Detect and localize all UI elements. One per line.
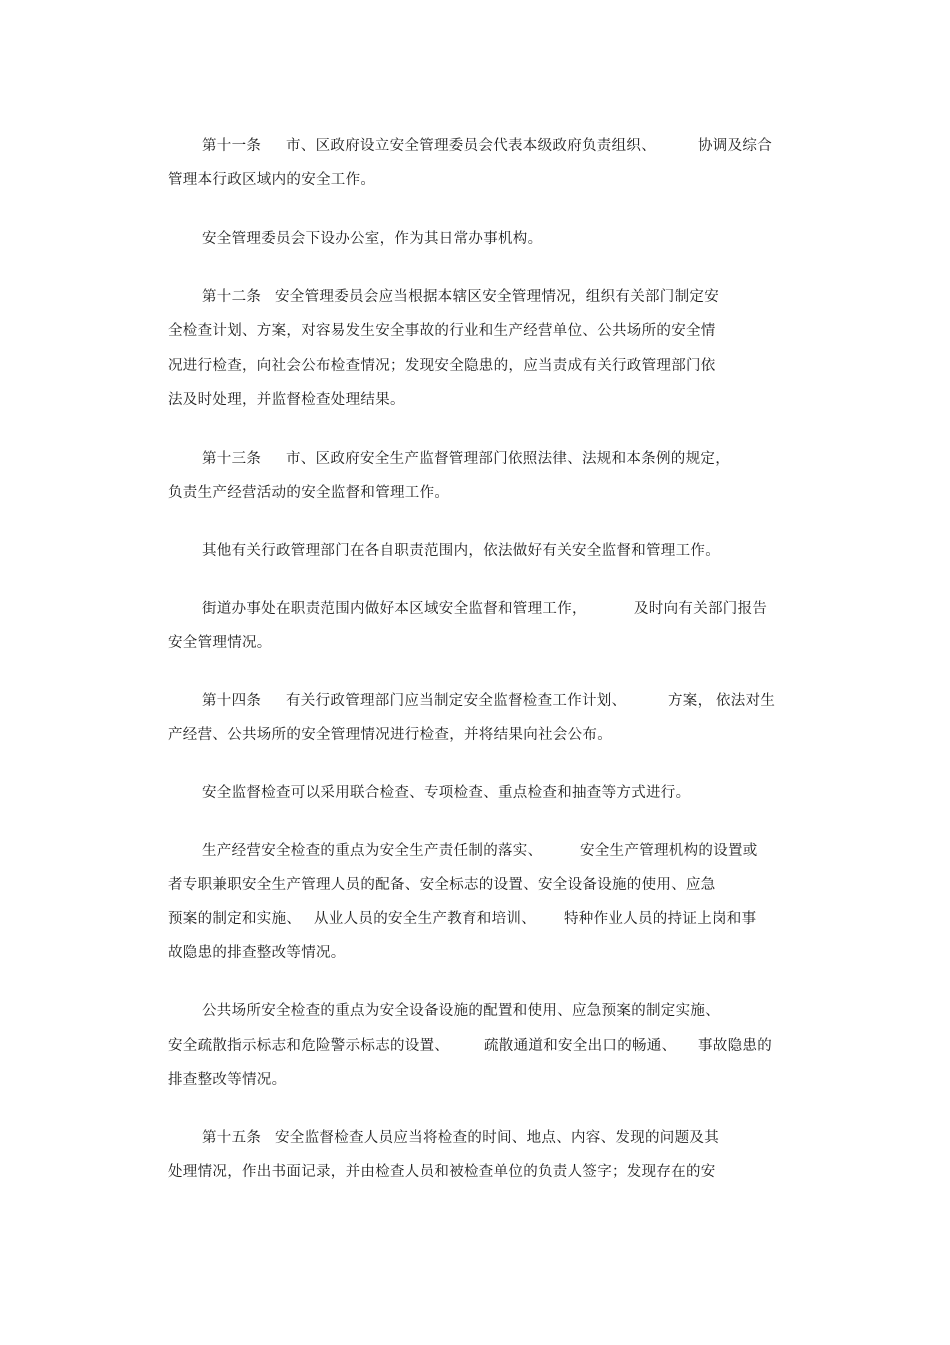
line-text: 市、区政府设立安全管理委员会代表本级政府负责组织、 bbox=[286, 138, 656, 154]
line-text: 依法对生 bbox=[716, 693, 776, 709]
line-text: 事故隐患的 bbox=[698, 1038, 772, 1054]
line-text: 公共场所安全检查的重点为安全设备设施的配置和使用、应急预案的制定实施、 bbox=[202, 1003, 720, 1019]
line-text: 故隐患的排查整改等情况。 bbox=[168, 945, 346, 961]
line-text: 疏散通道和安全出口的畅通、 bbox=[484, 1038, 677, 1054]
line-text: 其他有关行政管理部门在各自职责范围内，依法做好有关安全监督和管理工作。 bbox=[202, 543, 720, 559]
line-text: 安全生产管理机构的设置或 bbox=[580, 843, 758, 859]
line-text: 负责生产经营活动的安全监督和管理工作。 bbox=[168, 485, 450, 501]
line-text: 处理情况，作出书面记录，并由检查人员和被检查单位的负责人签字；发现存在的安 bbox=[168, 1164, 716, 1180]
line-text: 生产经营安全检查的重点为安全生产责任制的落实、 bbox=[202, 843, 543, 859]
line-text: 管理本行政区域内的安全工作。 bbox=[168, 172, 376, 188]
line-text: 安全监督检查可以采用联合检查、专项检查、重点检查和抽查等方式进行。 bbox=[202, 785, 691, 801]
line-text: 市、区政府安全生产监督管理部门依照法律、法规和本条例的规定， bbox=[286, 451, 730, 467]
line-text: 产经营、公共场所的安全管理情况进行检查，并将结果向社会公布。 bbox=[168, 727, 612, 743]
line-text: 法及时处理，并监督检查处理结果。 bbox=[168, 392, 405, 408]
line-text: 方案， bbox=[668, 693, 713, 709]
line-text: 预案的制定和实施、 bbox=[168, 911, 302, 927]
line-text: 安全管理委员会应当根据本辖区安全管理情况，组织有关部门制定安 bbox=[275, 289, 719, 305]
line-text: 况进行检查，向社会公布检查情况；发现安全隐患的，应当责成有关行政管理部门依 bbox=[168, 358, 716, 374]
article-number: 第十一条 bbox=[202, 138, 262, 154]
line-text: 者专职兼职安全生产管理人员的配备、安全标志的设置、安全设备设施的使用、应急 bbox=[168, 877, 716, 893]
line-text: 从业人员的安全生产教育和培训、 bbox=[314, 911, 536, 927]
line-text: 有关行政管理部门应当制定安全监督检查工作计划、 bbox=[286, 693, 627, 709]
line-text: 安全疏散指示标志和危险警示标志的设置、 bbox=[168, 1038, 450, 1054]
line-text: 协调及综合 bbox=[698, 138, 772, 154]
article-number: 第十三条 bbox=[202, 451, 262, 467]
line-text: 及时向有关部门报告 bbox=[634, 601, 768, 617]
article-number: 第十四条 bbox=[202, 693, 262, 709]
article-number: 第十五条 bbox=[202, 1130, 262, 1146]
line-text: 街道办事处在职责范围内做好本区域安全监督和管理工作， bbox=[202, 601, 587, 617]
line-text: 安全监督检查人员应当将检查的时间、地点、内容、发现的问题及其 bbox=[275, 1130, 719, 1146]
line-text: 排查整改等情况。 bbox=[168, 1072, 287, 1088]
line-text: 安全管理委员会下设办公室，作为其日常办事机构。 bbox=[202, 231, 543, 247]
line-text: 全检查计划、方案，对容易发生安全事故的行业和生产经营单位、公共场所的安全情 bbox=[168, 323, 716, 339]
article-number: 第十二条 bbox=[202, 289, 262, 305]
line-text: 安全管理情况。 bbox=[168, 635, 272, 651]
line-text: 特种作业人员的持证上岗和事 bbox=[564, 911, 757, 927]
